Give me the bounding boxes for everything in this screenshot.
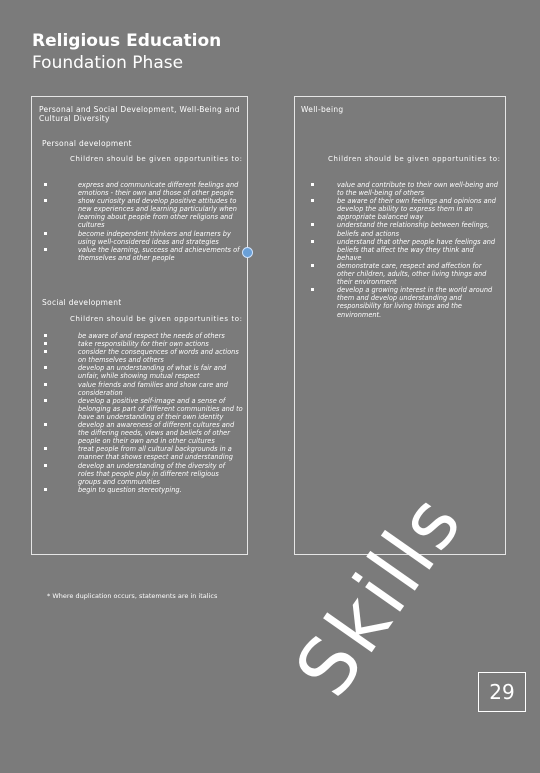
list-item: be aware of their own feelings and opinions and develop the ability to express them in an appropriate balanced way (337, 197, 499, 221)
footnote: * Where duplication occurs, statements are in italics (47, 592, 218, 600)
mouse-cursor-icon (242, 247, 253, 258)
list-item: develop a growing interest in the world around them and develop understanding and responsibility for living things and the environment. (337, 286, 499, 318)
list-item: value friends and families and show care and consideration (78, 381, 243, 397)
list-item: consider the consequences of words and actions on themselves and others (78, 348, 243, 364)
list-item: demonstrate care, respect and affection for other children, adults, other living things and their environment (337, 262, 499, 286)
personal-development-label: Personal development (42, 139, 132, 148)
left-column-header: Personal and Social Development, Well-Being and Cultural Diversity (39, 105, 240, 123)
social-intro: Children should be given opportunities to: (70, 315, 243, 323)
list-item: develop a positive self-image and a sense of belonging as part of different communities and to have an understanding of their own identity (78, 397, 243, 421)
list-item: show curiosity and develop positive attitudes to new experiences and learning particularly when learning about people from other religions and cultures (78, 197, 243, 229)
list-item: treat people from all cultural backgrounds in a manner that shows respect and understanding (78, 445, 243, 461)
title-phase: Foundation Phase (32, 53, 184, 73)
personal-list (78, 181, 243, 262)
list-item: develop an awareness of different cultures and the differing needs, views and beliefs of other people on their own and in other cultures (78, 421, 243, 445)
right-column-header: Well-being (301, 105, 344, 114)
wellbeing-list (337, 181, 499, 319)
list-item: develop an understanding of the diversity of roles that people play in different religious groups and communities (78, 462, 243, 486)
social-development-label: Social development (42, 298, 122, 307)
list-item: understand the relationship between feelings, beliefs and actions (337, 221, 499, 237)
skills-decor-word: Skills (278, 477, 482, 713)
list-item: become independent thinkers and learners by using well-considered ideas and strategies (78, 230, 243, 246)
personal-intro: Children should be given opportunities to: (70, 155, 243, 163)
list-item: develop an understanding of what is fair and unfair, while showing mutual respect (78, 364, 243, 380)
list-item: begin to question stereotyping. (78, 486, 243, 494)
list-item: be aware of and respect the needs of others (78, 332, 243, 340)
title-subject: Religious Education (32, 31, 222, 51)
list-item: value and contribute to their own well-being and to the well-being of others (337, 181, 499, 197)
wellbeing-intro: Children should be given opportunities to: (328, 155, 501, 163)
list-item: value the learning, success and achievements of themselves and other people (78, 246, 243, 262)
page-title (32, 30, 221, 74)
list-item: understand that other people have feelings and beliefs that affect the way they think and behave (337, 238, 499, 262)
page-number: 29 (478, 672, 526, 712)
social-list (78, 332, 243, 494)
list-item: express and communicate different feelings and emotions - their own and those of other people (78, 181, 243, 197)
list-item: take responsibility for their own actions (78, 340, 243, 348)
